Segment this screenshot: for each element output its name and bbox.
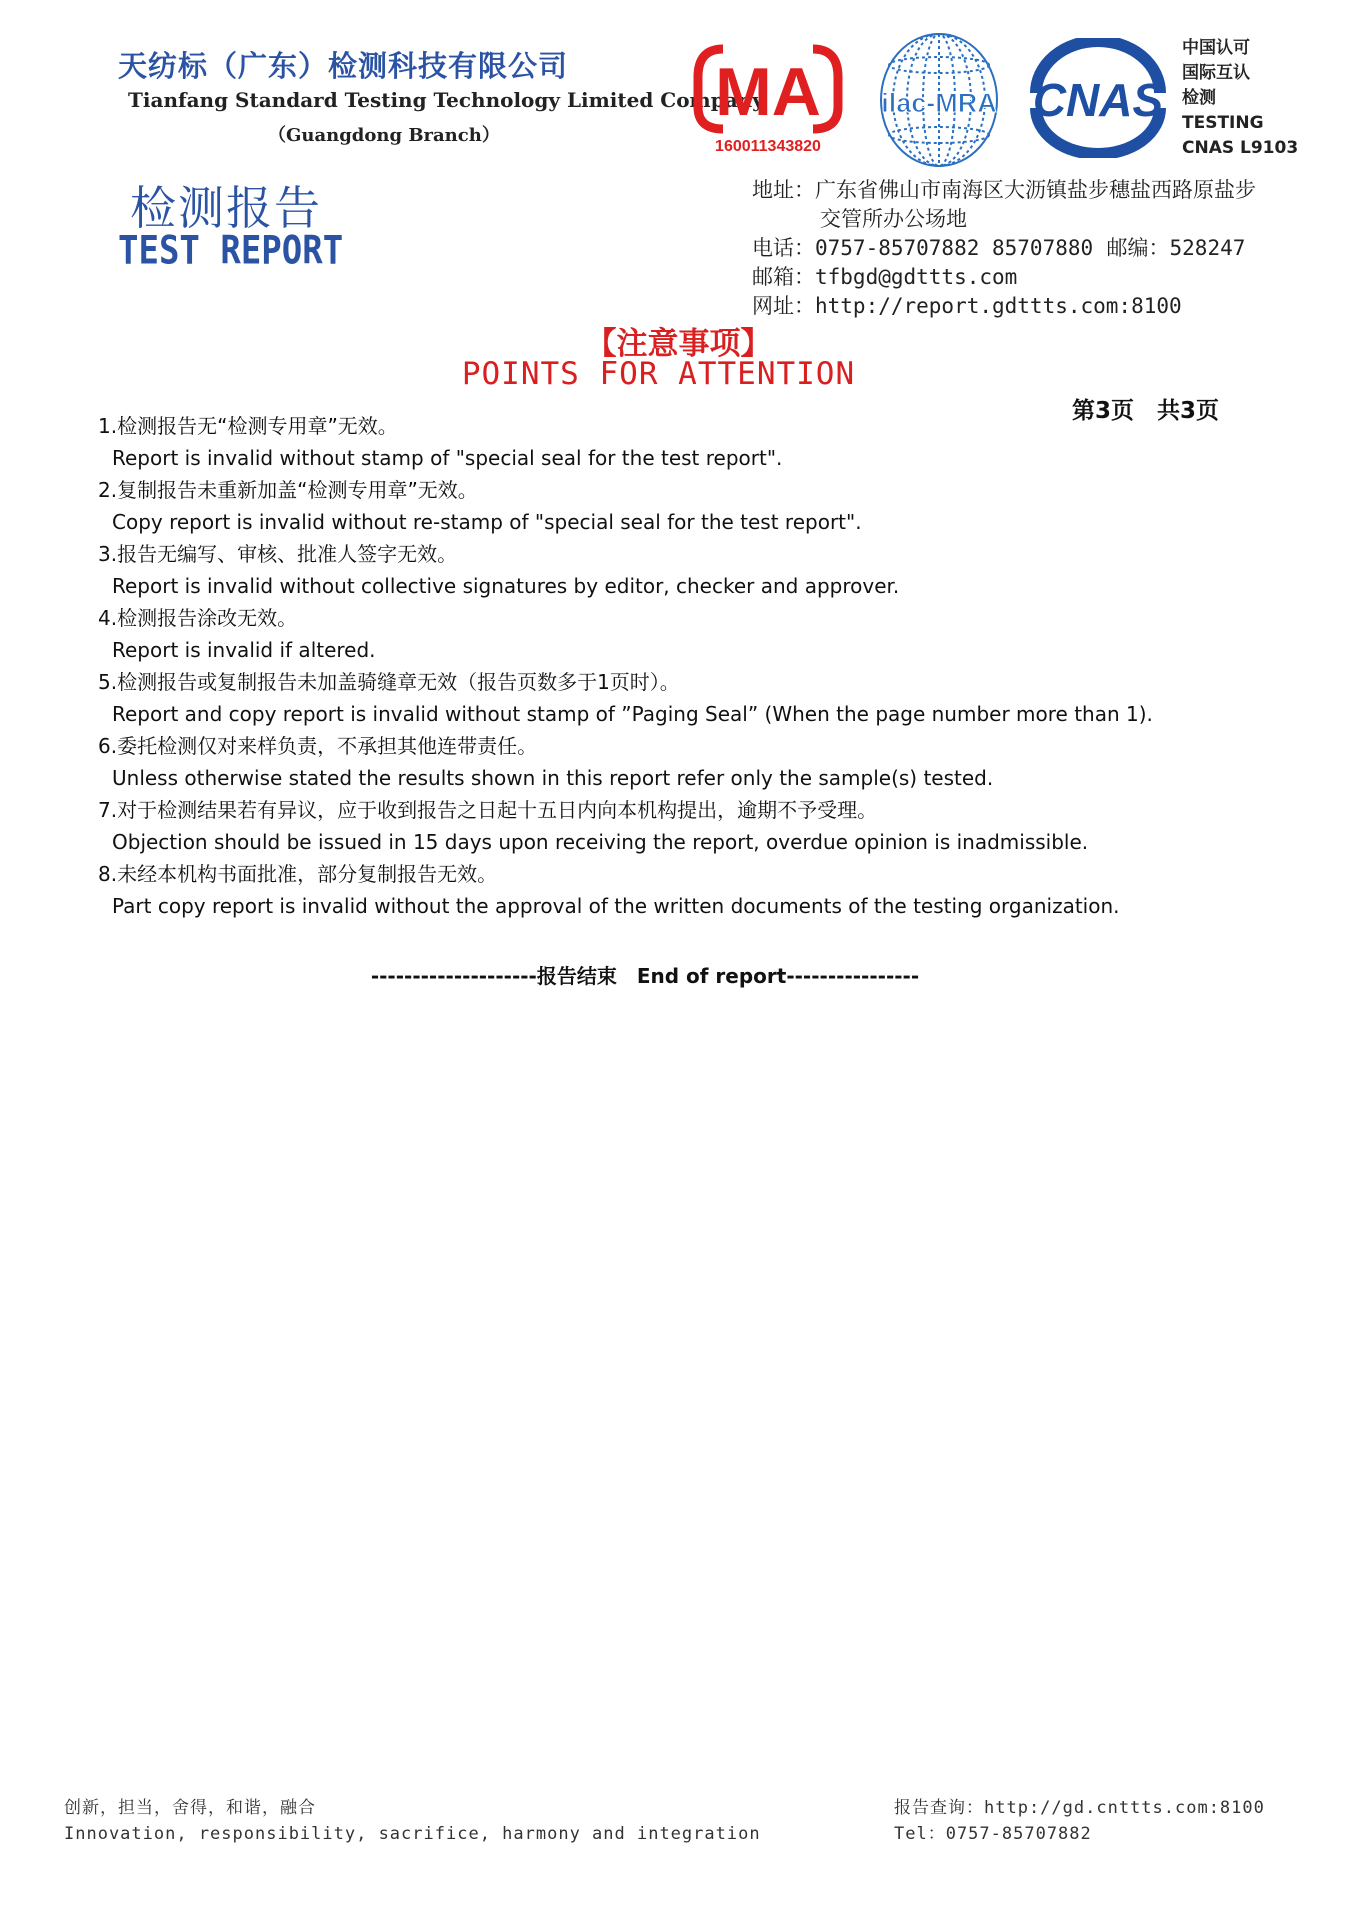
item-cn: 5.检测报告或复制报告未加盖骑缝章无效（报告页数多于1页时）。 xyxy=(98,670,680,694)
email-label: 邮箱： xyxy=(752,265,815,289)
cnas-caption xyxy=(1182,36,1298,161)
company-branch: （Guangdong Branch） xyxy=(268,125,500,146)
item-en: Report is invalid without stamp of "special seal for the test report". xyxy=(112,446,783,470)
end-of-report: --------------------报告结束 End of report---------------- xyxy=(370,964,920,988)
item-cn: 7.对于检测结果若有异议，应于收到报告之日起十五日内向本机构提出，逾期不予受理。 xyxy=(98,798,878,822)
cnas-caption-line: 国际互认 xyxy=(1182,63,1250,83)
list-item xyxy=(98,666,1298,730)
item-cn: 4.检测报告涂改无效。 xyxy=(98,606,298,630)
phone-label: 电话： xyxy=(752,236,815,260)
cma-logo xyxy=(693,37,843,157)
address-label: 地址： xyxy=(752,178,815,202)
list-item xyxy=(98,410,1298,474)
report-title-cn: 检测报告 xyxy=(130,181,322,235)
list-item xyxy=(98,602,1298,666)
report-title-en: TEST REPORT xyxy=(118,228,344,274)
footer-contact xyxy=(894,1795,1265,1847)
item-cn: 8.未经本机构书面批准，部分复制报告无效。 xyxy=(98,862,498,886)
cnas-logo xyxy=(1028,38,1168,158)
attention-title-en: POINTS FOR ATTENTION xyxy=(461,356,856,392)
item-cn: 3.报告无编写、审核、批准人签字无效。 xyxy=(98,542,458,566)
item-cn: 6.委托检测仅对来样负责，不承担其他连带责任。 xyxy=(98,734,538,758)
website-value: http://report.gdttts.com:8100 xyxy=(815,294,1182,318)
item-en: Objection should be issued in 15 days upon receiving the report, overdue opinion is inadmissible. xyxy=(112,830,1089,854)
svg-text:CNAS: CNAS xyxy=(1032,74,1164,126)
cnas-caption-line: TESTING xyxy=(1182,113,1264,133)
email-value: tfbgd@gdttts.com xyxy=(815,265,1018,289)
footer-slogan xyxy=(64,1795,761,1847)
page-number: 第3页 共3页 xyxy=(1072,398,1220,424)
svg-text:160011343820: 160011343820 xyxy=(715,138,821,155)
attention-list xyxy=(98,410,1298,922)
item-cn: 2.复制报告未重新加盖“检测专用章”无效。 xyxy=(98,478,478,502)
list-item xyxy=(98,730,1298,794)
slogan-en: Innovation, responsibility, sacrifice, harmony and integration xyxy=(64,1824,761,1844)
postcode-label: 邮编： xyxy=(1106,236,1170,260)
cnas-caption-line: 检测 xyxy=(1182,88,1216,108)
svg-text:MA: MA xyxy=(715,54,821,130)
item-en: Report is invalid without collective signatures by editor, checker and approver. xyxy=(112,574,900,598)
company-name-cn: 天纺标（广东）检测科技有限公司 xyxy=(118,49,569,83)
footer-tel: Tel：0757-85707882 xyxy=(894,1824,1092,1844)
postcode-value: 528247 xyxy=(1169,236,1246,260)
list-item xyxy=(98,474,1298,538)
item-en: Report is invalid if altered. xyxy=(112,638,376,662)
cnas-caption-line: CNAS L9103 xyxy=(1182,138,1299,158)
item-en: Copy report is invalid without re-stamp of "special seal for the test report". xyxy=(112,510,862,534)
list-item xyxy=(98,794,1298,858)
slogan-cn: 创新，担当，舍得，和谐，融合 xyxy=(64,1798,316,1818)
address-line2: 交管所办公场地 xyxy=(820,207,967,231)
cnas-caption-line: 中国认可 xyxy=(1182,38,1250,58)
report-query-link[interactable]: 报告查询：http://gd.cnttts.com:8100 xyxy=(894,1798,1265,1818)
svg-text:ilac-MRA: ilac-MRA xyxy=(881,88,997,118)
item-en: Part copy report is invalid without the approval of the written documents of the testing organization. xyxy=(112,894,1120,918)
phone-value: 0757-85707882 85707880 xyxy=(815,236,1094,260)
attention-title-cn: 【注意事项】 xyxy=(585,326,772,362)
ilac-mra-logo xyxy=(878,30,1000,170)
item-en: Unless otherwise stated the results shown in this report refer only the sample(s) tested. xyxy=(112,766,994,790)
contact-block xyxy=(752,176,1256,321)
list-item xyxy=(98,858,1298,922)
item-en: Report and copy report is invalid without stamp of ”Paging Seal” (When the page number more than 1). xyxy=(112,702,1153,726)
address-line1: 广东省佛山市南海区大沥镇盐步穗盐西路原盐步 xyxy=(815,178,1256,202)
company-name-en: Tianfang Standard Testing Technology Limited Company xyxy=(128,88,764,112)
item-cn: 1.检测报告无“检测专用章”无效。 xyxy=(98,414,398,438)
website-label: 网址： xyxy=(752,294,815,318)
list-item xyxy=(98,538,1298,602)
